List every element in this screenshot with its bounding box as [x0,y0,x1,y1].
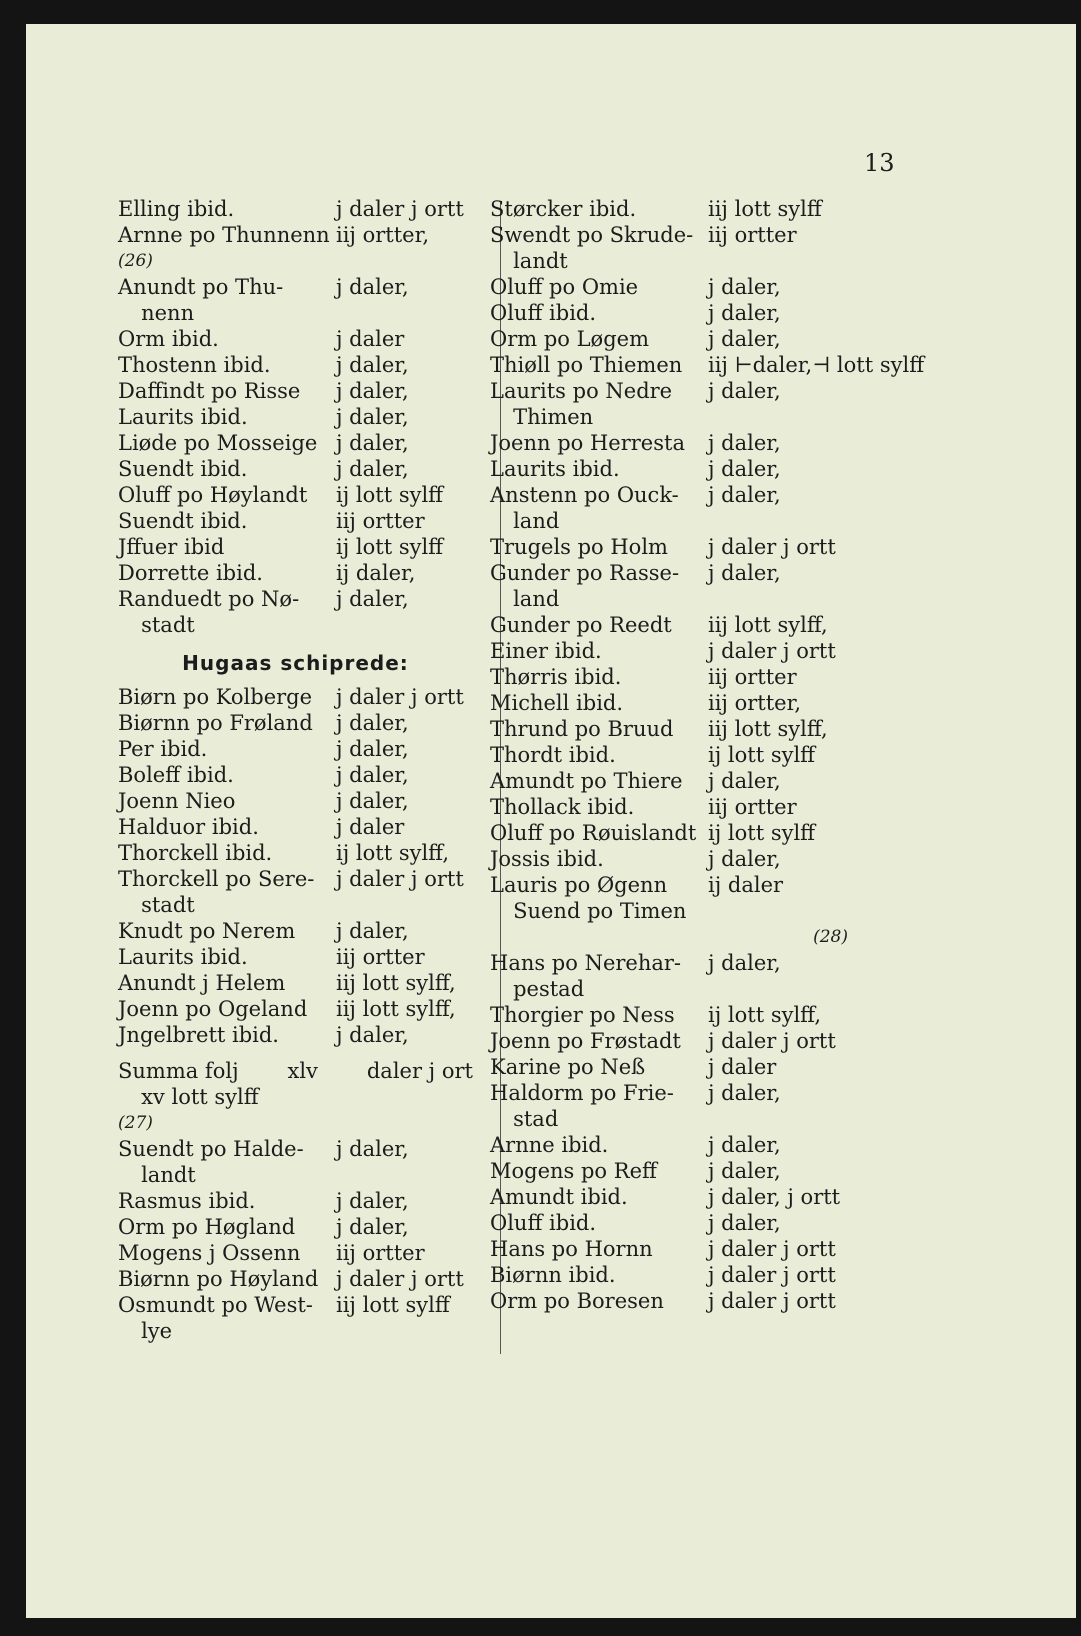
entry-value: iij lott sylff, [708,717,828,741]
ledger-entry [118,1136,473,1188]
summa-label: Summa folj [118,1059,239,1083]
ledger-entry [490,742,848,768]
entry-name: Mogens po Reff [490,1159,657,1183]
entry-name: Biørnn ibid. [490,1263,616,1287]
entry-name: Anundt j Helem [118,971,286,995]
entry-value: iij ortter [708,795,797,819]
entry-name: Thiøll po Thiemen [490,353,683,377]
ledger-entry [118,508,473,534]
entry-value: j daler j ortt [708,639,836,663]
entry-value: j daler j ortt [708,1263,836,1287]
continuation-line: Suend po Timen [513,899,687,923]
entry-name: Rasmus ibid. [118,1189,256,1213]
entry-name: Boleff ibid. [118,763,234,787]
entry-name: Lauris po Øgenn [490,873,668,897]
entry-value: iij ortter, [336,223,430,247]
ledger-entry [490,274,848,300]
ledger-entry [118,944,473,970]
page-number: 13 [864,149,895,177]
entry-value: ij lott sylff [708,821,816,845]
entry-name: Orm ibid. [118,327,219,351]
ledger-entry [490,1158,848,1184]
entry-name: Per ibid. [118,737,208,761]
entry-name: Halduor ibid. [118,815,259,839]
entry-name: Hans po Nerehar-pestad [490,951,682,1001]
footnote-marker: (26) [118,251,153,271]
ledger-entry [118,482,473,508]
ledger-entry [118,196,473,222]
ledger-entry [118,996,473,1022]
entry-value: j daler, [708,327,781,351]
entry-name: Biørnn po Høyland [118,1267,319,1291]
ledger-entry [118,274,473,326]
entry-value: ij lott sylff [336,483,444,507]
entry-value: iij ortter [336,945,425,969]
entry-name: Hans po Hornn [490,1237,653,1261]
entry-value: j daler j ortt [336,685,464,709]
entry-value: j daler j ortt [708,535,836,559]
entry-group [490,950,848,1314]
ledger-entry [490,612,848,638]
entry-name: Joenn po Frøstadt [490,1029,681,1053]
ledger-entry [490,1002,848,1028]
entry-name: Suendt ibid. [118,457,248,481]
entry-name: Suendt ibid. [118,509,248,533]
ledger-entry [118,430,473,456]
entry-value: j daler, [708,301,781,325]
ledger-entry [490,560,848,612]
entry-value: j daler [336,815,405,839]
ledger-entry [490,482,848,534]
ledger-entry [490,690,848,716]
summa-line [118,1058,473,1084]
ledger-entry [118,762,473,788]
entry-value: j daler j ortt [336,1267,464,1291]
entry-value: iij lott sylff, [336,971,456,995]
entry-value: j daler, [336,587,409,611]
ledger-entry [490,716,848,742]
entry-value: j daler, [708,431,781,455]
entry-name: Gunder po Reedt [490,613,672,637]
ledger-entry [118,352,473,378]
ledger-entry [118,586,473,638]
ledger-entry [490,1080,848,1132]
entry-value: j daler j ortt [708,1029,836,1053]
ledger-entry [118,684,473,710]
ledger-entry [118,710,473,736]
entry-value: iij lott sylff, [336,997,456,1021]
ledger-entry [490,950,848,1002]
entry-name: Dorrette ibid. [118,561,263,585]
entry-value: j daler, [708,1159,781,1183]
entry-value: j daler, [708,1211,781,1235]
entry-value: ij lott sylff, [708,1003,822,1027]
entry-value: iij ⊢daler,⊣ lott sylff [708,353,925,377]
entry-name: Trugels po Holm [490,535,668,559]
entry-name: Laurits po Nedre Thimen [490,379,673,429]
entry-name: Jossis ibid. [490,847,604,871]
entry-value: j daler, [336,789,409,813]
entry-group [118,684,473,1048]
ledger-entry [490,638,848,664]
entry-value: j daler, [708,483,781,507]
entry-name: Thrund po Bruud [490,717,674,741]
ledger-entry [118,1292,473,1344]
ledger-entry [118,866,473,918]
entry-name: Jffuer ibid [118,535,225,559]
ledger-entry [490,456,848,482]
entry-name: Joenn Nieo [118,789,236,813]
entry-name: Orm po Høgland [118,1215,296,1239]
entry-value: j daler, [708,769,781,793]
entry-value: j daler, [708,457,781,481]
entry-value: j daler j ortt [336,867,464,891]
ledger-entry [118,326,473,352]
ledger-entry [490,222,848,274]
entry-name: Haldorm po Frie-stad [490,1081,674,1131]
entry-value: j daler, [708,275,781,299]
entry-name: Karine po Neß [490,1055,646,1079]
ledger-entry [118,534,473,560]
entry-value: j daler, [336,1189,409,1213]
right-column [490,196,925,1314]
ledger-entry [118,1022,473,1048]
ledger-entry [118,918,473,944]
entry-value: j daler, [336,1137,409,1161]
entry-value: j daler [336,327,405,351]
ledger-entry [118,1240,473,1266]
ledger-entry [490,846,848,872]
ledger-entry [490,872,848,898]
ledger-entry [490,430,848,456]
entry-name: Orm po Boresen [490,1289,664,1313]
entry-name: Swendt po Skrude-landt [490,223,694,273]
ledger-entry [490,664,848,690]
entry-name: Biørnn po Frøland [118,711,313,735]
entry-name: Oluff ibid. [490,301,597,325]
entry-name: Orm po Løgem [490,327,649,351]
entry-value: j daler j ortt [708,1289,836,1313]
document-page [26,24,1076,1618]
ledger-entry [118,814,473,840]
entry-value: j daler [708,1055,777,1079]
ledger-entry [118,560,473,586]
entry-name: Oluff ibid. [490,1211,597,1235]
ledger-entry [490,534,848,560]
footnote-marker: (28) [813,927,848,947]
entry-value: iij ortter, [708,691,802,715]
ledger-entry [490,352,925,378]
ledger-entry [490,794,848,820]
entry-name: Størcker ibid. [490,197,637,221]
entry-name: Elling ibid. [118,197,235,221]
entry-value: j daler, [336,1023,409,1047]
entry-name: Thorckell po Sere-stadt [118,867,315,917]
entry-value: j daler, [336,919,409,943]
entry-name: Randuedt po Nø-stadt [118,587,300,637]
entry-value: j daler, [708,951,781,975]
entry-group [118,1136,473,1344]
entry-name: Anundt po Thu-nenn [118,275,284,325]
ledger-entry [118,222,473,248]
entry-value: j daler, [336,457,409,481]
entry-name: Daffindt po Risse [118,379,301,403]
entry-name: Jngelbrett ibid. [118,1023,279,1047]
entry-name: Laurits ibid. [490,457,620,481]
summa-value: daler j ort [366,1059,473,1083]
entry-value: ij daler [708,873,784,897]
section-heading: Hugaas schiprede: [182,651,409,675]
entry-value: j daler, [336,275,409,299]
entry-name: Oluff po Omie [490,275,639,299]
ledger-entry [490,196,848,222]
entry-name: Liøde po Mosseige [118,431,318,455]
entry-name: Mogens j Ossenn [118,1241,301,1265]
ledger-entry [490,1262,848,1288]
entry-value: ij lott sylff, [336,841,450,865]
entry-value: iij lott sylff [708,197,822,221]
entry-value: j daler, [336,405,409,429]
entry-name: Laurits ibid. [118,405,248,429]
ledger-entry [490,326,848,352]
ledger-entry [118,1188,473,1214]
entry-name: Osmundt po West-lye [118,1293,313,1343]
entry-value: j daler j ortt [336,197,464,221]
ledger-entry [490,1054,848,1080]
entry-name: Arnne po Thunnenn [118,223,330,247]
entry-name: Anstenn po Ouck-land [490,483,679,533]
ledger-entry [118,456,473,482]
ledger-entry [118,788,473,814]
entry-value: j daler, [336,431,409,455]
entry-value: iij ortter [708,223,797,247]
entry-name: Knudt po Nerem [118,919,296,943]
summa-count: xlv [287,1059,318,1083]
entry-value: ij daler, [336,561,416,585]
entry-name: Oluff po Høylandt [118,483,308,507]
summa-line-2: xv lott sylff [141,1085,259,1109]
ledger-entry [118,1266,473,1292]
entry-value: j daler, [336,353,409,377]
entry-value: j daler, [708,379,781,403]
entry-name: Thorgier po Ness [490,1003,675,1027]
entry-name: Arnne ibid. [490,1133,609,1157]
entry-group [490,196,925,898]
entry-value: j daler, [336,379,409,403]
entry-name: Thordt ibid. [490,743,616,767]
entry-name: Michell ibid. [490,691,624,715]
entry-value: iij lott sylff, [708,613,828,637]
ledger-entry [490,768,848,794]
ledger-entry [118,404,473,430]
entry-value: iij ortter [708,665,797,689]
entry-name: Gunder po Rasse-land [490,561,680,611]
entry-group [118,196,473,248]
entry-name: Biørn po Kolberge [118,685,313,709]
entry-value: j daler, [336,737,409,761]
entry-name: Amundt ibid. [490,1185,628,1209]
ledger-entry [490,1028,848,1054]
ledger-entry [490,378,848,430]
ledger-entry [490,1184,848,1210]
ledger-entry [490,820,848,846]
entry-value: iij lott sylff [336,1293,450,1317]
entry-name: Joenn po Ogeland [118,997,308,1021]
ledger-entry [118,840,473,866]
entry-name: Einer ibid. [490,639,602,663]
entry-value: j daler, j ortt [708,1185,841,1209]
ledger-entry [118,736,473,762]
entry-name: Amundt po Thiere [490,769,683,793]
entry-name: Thostenn ibid. [118,353,271,377]
entry-value: ij lott sylff [336,535,444,559]
entry-value: j daler, [708,1081,781,1105]
entry-value: j daler, [708,1133,781,1157]
entry-value: j daler, [708,847,781,871]
entry-value: j daler, [708,561,781,585]
left-column [118,196,473,1344]
entry-value: j daler j ortt [708,1237,836,1261]
ledger-entry [118,970,473,996]
ledger-entry [490,1210,848,1236]
summa-total [118,1058,473,1110]
entry-name: Oluff po Røuislandt [490,821,697,845]
entry-name: Thorckell ibid. [118,841,273,865]
entry-name: Joenn po Herresta [490,431,685,455]
ledger-entry [490,1288,848,1314]
entry-value: j daler, [336,711,409,735]
ledger-entry [490,300,848,326]
entry-value: j daler, [336,1215,409,1239]
entry-value: j daler, [336,763,409,787]
entry-value: iij ortter [336,509,425,533]
entry-group [118,274,473,638]
entry-value: iij ortter [336,1241,425,1265]
entry-name: Laurits ibid. [118,945,248,969]
ledger-entry [490,1132,848,1158]
entry-name: Suendt po Halde-landt [118,1137,304,1187]
entry-name: Thollack ibid. [490,795,635,819]
ledger-entry [118,378,473,404]
ledger-entry [490,1236,848,1262]
entry-value: ij lott sylff [708,743,816,767]
entry-name: Thørris ibid. [490,665,622,689]
ledger-entry [118,1214,473,1240]
footnote-marker: (27) [118,1113,153,1133]
